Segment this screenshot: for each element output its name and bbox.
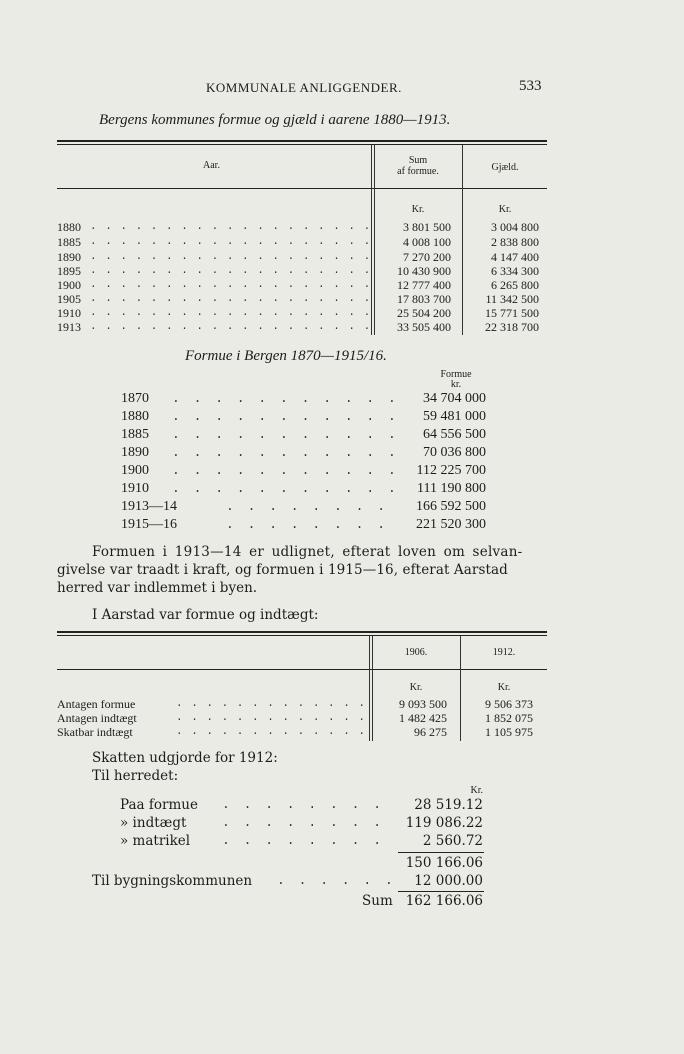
table1-year: 1910 [57, 306, 81, 320]
table1-formue: 17 803 700 [397, 292, 451, 306]
table2-value: 59 481 000 [423, 409, 486, 424]
table3-value-1906: 9 093 500 [399, 697, 447, 711]
leader-dots: . . . . . . . . . . . . . . . . . . . [90, 221, 372, 233]
table1-year: 1900 [57, 278, 81, 292]
table3-value-1912: 1 852 075 [485, 711, 533, 725]
table1-year: 1890 [57, 250, 81, 264]
sum-value: 162 166.06 [405, 893, 483, 909]
leader-dots: . . . . . . [277, 873, 396, 888]
table3-label: Antagen indtægt [57, 711, 137, 725]
table1-gjaeld: 4 147 400 [491, 250, 539, 264]
paragraph-line-4: I Aarstad var formue og indtægt: [92, 607, 319, 623]
leader-dots: . . . . . . . . . . . [172, 409, 399, 424]
paragraph-line-3: herred var indlemmet i byen. [57, 580, 258, 596]
table1-formue: 3 801 500 [403, 220, 451, 234]
leader-dots: . . . . . . . . . . . [172, 391, 399, 406]
table3-value-1912: 1 105 975 [485, 725, 533, 739]
table2-value: 166 592 500 [416, 499, 486, 514]
table1-top-rule [57, 140, 547, 142]
table3-top-rule-thin [57, 635, 547, 636]
taxes-subtotal: 150 166.06 [405, 855, 483, 871]
taxes-unit: Kr. [470, 785, 483, 796]
leader-dots: . . . . . . . . . . . . . . . . . . . [90, 321, 372, 333]
table2-year: 1885 [121, 427, 149, 442]
leader-dots: . . . . . . . . [226, 517, 389, 532]
table2-year: 1913—14 [121, 499, 177, 514]
table3-header-rule [57, 669, 547, 670]
table3-label: Skatbar indtægt [57, 725, 133, 739]
sum-rule [398, 891, 484, 892]
leader-dots: . . . . . . . . . . . . . . . . . . . [90, 293, 372, 305]
table3-unit-1912: Kr. [497, 682, 511, 693]
leader-dots: . . . . . . . . . . . [172, 427, 399, 442]
table2-col-line2: kr. [450, 379, 462, 390]
leader-dots: . . . . . . . . [226, 499, 389, 514]
table1-formue: 12 777 400 [397, 278, 451, 292]
table1-col-sum-line2: af formue. [397, 166, 439, 177]
leader-dots: . . . . . . . . [222, 833, 385, 848]
bygning-value: 12 000.00 [414, 873, 483, 889]
table1-year: 1885 [57, 235, 81, 249]
table3-top-rule [57, 631, 547, 633]
table1-gjaeld: 3 004 800 [491, 220, 539, 234]
table2-year: 1870 [121, 391, 149, 406]
table1-formue: 7 270 200 [403, 250, 451, 264]
taxes-value: 2 560.72 [422, 833, 483, 849]
taxes-intro-1: Skatten udgjorde for 1912: [92, 750, 278, 766]
bygning-label: Til bygningskommunen [92, 873, 253, 889]
table1-gjaeld: 22 318 700 [485, 320, 539, 334]
table1-year: 1880 [57, 220, 81, 234]
paragraph-line-1: Formuen i 1913—14 er udlignet, efterat loven om selvan- [92, 544, 523, 560]
subtotal-rule [398, 852, 484, 853]
taxes-label: » matrikel [120, 833, 191, 849]
leader-dots: . . . . . . . . [222, 797, 385, 812]
table2-value: 34 704 000 [423, 391, 486, 406]
leader-dots: . . . . . . . . . . . [172, 463, 399, 478]
table1-top-rule-thin [57, 144, 547, 145]
table1-gjaeld: 6 265 800 [491, 278, 539, 292]
table1-gjaeld: 11 342 500 [485, 292, 539, 306]
table1-year: 1905 [57, 292, 81, 306]
running-title: KOMMUNALE ANLIGGENDER. [206, 80, 402, 95]
table1-col-debt: Gjæld. [491, 162, 519, 173]
table1-year: 1913 [57, 320, 81, 334]
taxes-value: 119 086.22 [405, 815, 483, 831]
table1-year: 1895 [57, 264, 81, 278]
table3-label: Antagen formue [57, 697, 136, 711]
table1-col-year: Aar. [203, 160, 220, 171]
table2-value: 111 190 800 [417, 481, 486, 496]
leader-dots: . . . . . . . . [222, 815, 385, 830]
table1-formue: 4 008 100 [403, 235, 451, 249]
table2-value: 64 556 500 [423, 427, 486, 442]
leader-dots: . . . . . . . . . . . . . . . . . . . [90, 307, 372, 319]
leader-dots: . . . . . . . . . . . . . . . . . . . [90, 265, 372, 277]
taxes-value: 28 519.12 [414, 797, 483, 813]
leader-dots: . . . . . . . . . . . . . . . . . . . [90, 279, 372, 291]
table2-year: 1890 [121, 445, 149, 460]
table2-title: Formue i Bergen 1870—1915/16. [185, 348, 387, 364]
paragraph-line-2: givelse var traadt i kraft, og formuen i 1915—16, efterat Aarstad [57, 562, 508, 578]
table1-header-rule [57, 188, 547, 189]
table2-year: 1900 [121, 463, 149, 478]
taxes-intro-2: Til herredet: [92, 768, 179, 784]
leader-dots: . . . . . . . . . . . [172, 481, 399, 496]
table3-col-1906: 1906. [404, 647, 428, 658]
leader-dots: . . . . . . . . . . . . . . . . . . . [90, 236, 372, 248]
table2-year: 1880 [121, 409, 149, 424]
leader-dots: . . . . . . . . . . . . . . . . . . . [90, 251, 372, 263]
table2-year: 1910 [121, 481, 149, 496]
table3-unit-1906: Kr. [409, 682, 423, 693]
table2-value: 221 520 300 [416, 517, 486, 532]
table1-title: Bergens kommunes formue og gjæld i aarene 1880—1913. [99, 112, 451, 128]
table1-unit-formue: Kr. [411, 204, 425, 215]
table1-gjaeld: 15 771 500 [485, 306, 539, 320]
table2-col-line1: Formue [440, 369, 472, 380]
leader-dots: . . . . . . . . . . . . . [176, 698, 367, 710]
table2-value: 70 036 800 [423, 445, 486, 460]
table2-year: 1915—16 [121, 517, 177, 532]
table3-divider-1 [369, 636, 370, 741]
page-number: 533 [519, 78, 542, 94]
table1-col-sum-line1: Sum [408, 155, 428, 166]
table1-gjaeld: 6 334 300 [491, 264, 539, 278]
table2-value: 112 225 700 [416, 463, 486, 478]
taxes-label: » indtægt [120, 815, 187, 831]
leader-dots: . . . . . . . . . . . . . [176, 712, 367, 724]
table3-value-1906: 96 275 [414, 725, 447, 739]
table1-unit-gjaeld: Kr. [498, 204, 512, 215]
table3-value-1912: 9 506 373 [485, 697, 533, 711]
table3-value-1906: 1 482 425 [399, 711, 447, 725]
table1-formue: 10 430 900 [397, 264, 451, 278]
table1-gjaeld: 2 838 800 [491, 235, 539, 249]
table3-col-1912: 1912. [492, 647, 516, 658]
table1-formue: 25 504 200 [397, 306, 451, 320]
sum-label: Sum [362, 893, 393, 909]
leader-dots: . . . . . . . . . . . [172, 445, 399, 460]
leader-dots: . . . . . . . . . . . . . [176, 726, 367, 738]
table1-formue: 33 505 400 [397, 320, 451, 334]
taxes-label: Paa formue [120, 797, 198, 813]
